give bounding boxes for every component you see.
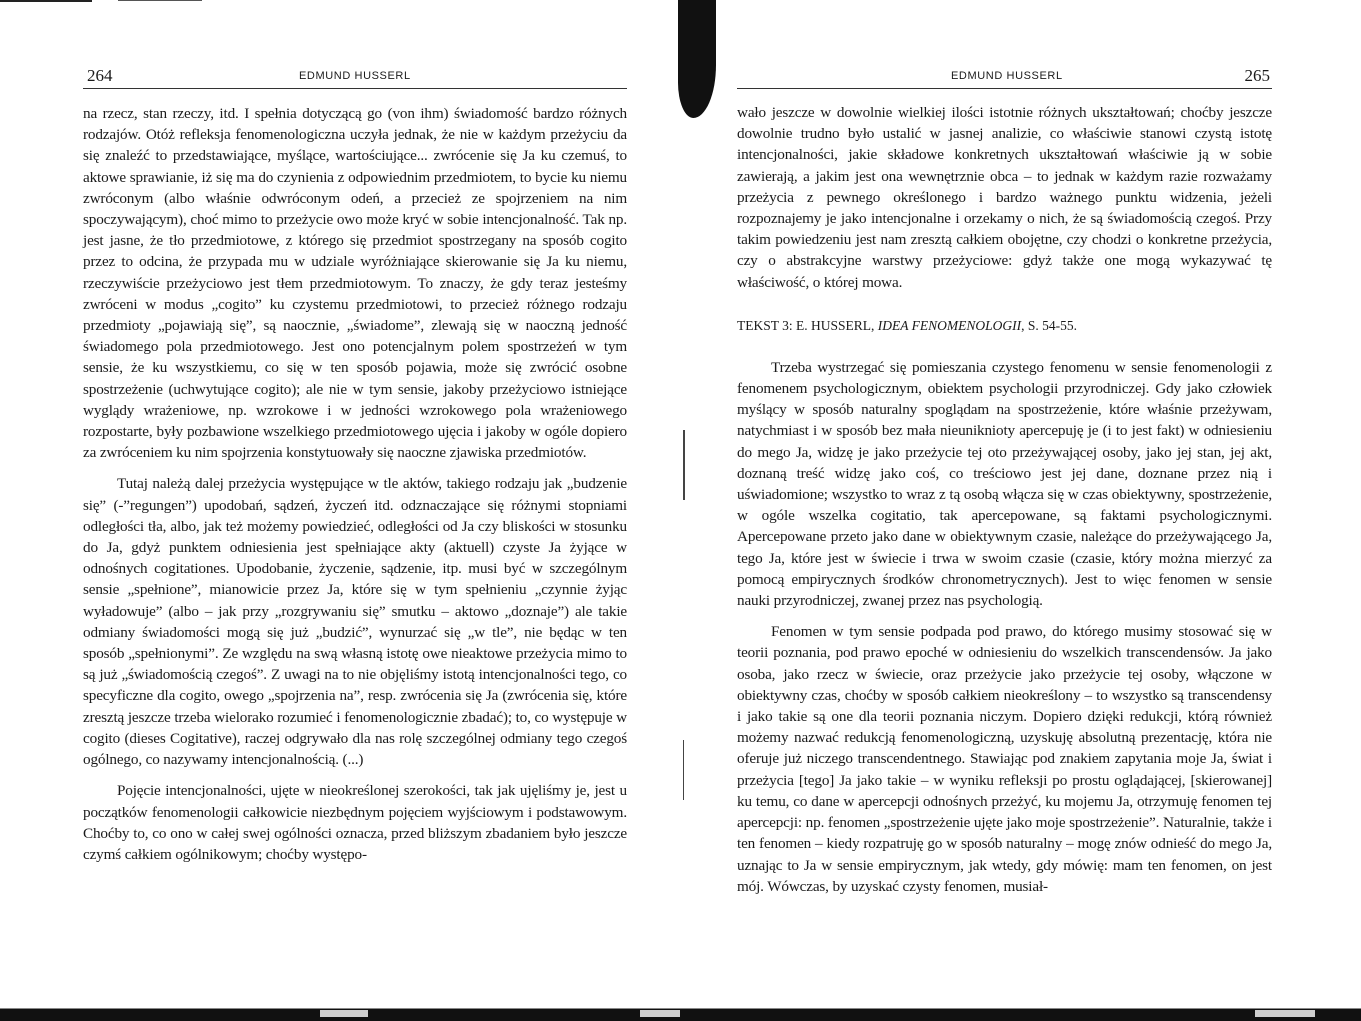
scan-bottom-edge-light [640, 1010, 680, 1017]
gutter-mark [683, 740, 684, 800]
running-head [83, 62, 627, 89]
running-head-title: EDMUND HUSSERL [299, 70, 411, 82]
page-body [83, 103, 627, 865]
page-number: 264 [87, 66, 113, 85]
scan-bottom-edge-light [320, 1010, 368, 1017]
paragraph: Pojęcie intencjonalności, ujęte w nieokreślonej szerokości, tak jak ujęliśmy je, jest u początków fenomenologii całkowicie niezbędnym pojęciem wyjściowym i podstawowym. Choćby to, co ono w całej swej ogólności oznacza, przed bliższym zbadaniem było jeszcze czymś całkiem ogólnikowym; choćby występo- [83, 782, 627, 863]
scan-bottom-edge-light [1255, 1010, 1315, 1017]
scan-edge-line [118, 0, 202, 1]
scan-edge-line [0, 0, 92, 2]
scan-bottom-edge [0, 1004, 1361, 1021]
running-head [737, 62, 1272, 89]
section-heading-prefix: TEKST 3: E. HUSSERL, [737, 317, 878, 333]
paragraph: wało jeszcze w dowolnie wielkiej ilości istotnie różnych ukształtowań; choćby jeszcze dowolnie trudno było ustalić w jasnej analizie, co właściwie stanowi czystą istotę intencjonalności, jakie składowe konkretnych ukształtowań właściwie ją w sobie zawierają, a jakim jest ona wewnętrznie obca – to jednak w każdym razie rozważamy przeżycia z pewnego określonego i bardzo ważnego punktu widzenia, jeżeli rozpoznajemy je jako intencjonalne i orzekamy o nich, że są świadomością czegoś. Przy takim powiedzeniu jest nam zresztą całkiem obojętne, czy chodzi o konkretne przeżycia, czy o abstrakcyjne warstwy przeżyciowe: gdyż także one mogą wykazywać tę właściwość, o której mowa. [737, 104, 1272, 291]
section-heading-title: IDEA FENOMENOLOGII [877, 317, 1022, 333]
section-heading [737, 317, 1272, 335]
page-body [737, 102, 1272, 897]
paragraph: na rzecz, stan rzeczy, itd. I spełnia dotyczącą go (von ihm) świadomość bardzo różnych rodzajów. Otóż refleksja fenomenologiczna uczyła jednak, że nie w każdym przeżyciu da się znaleźć to przedstawiające, myślące, wartościujące... zwrócenie się Ja ku czemuś, to aktowe sprawianie, iż się ma do czynienia z odpowiednim przedmiotem, to bycie ku niemu zwróconym (albo właśnie odwróconym odeń, a przecież ze spojrzeniem na nim spoczywającym), choć mimo to przeżycie owo może kryć w sobie intencjonalność. Tak np. jest jasne, że tło przedmiotowe, z którego się przedmiot spostrzegany na sposób cogito przez to odcina, że przypada mu w udziale wyróżniające skierowanie się Ja ku niemu, rzeczywiście przeżyciowo jest tłem przedmiotowym. To znaczy, że gdy teraz jesteśmy zwróceni w modus „cogito” ku czystemu przedmiotowi, to przecież różnego rodzaju przedmioty „pojawiają się”, są naocznie, „świadome”, zlewają się w naoczną jedność świadomego pola przedmiotowego. Jest ono potencjalnym polem spostrzeżeń w tym sensie, że ku wszystkiemu, co się w ten sposób pojawia, może się zwrócić osobne spostrzeżenie (uchwytujące cogito); ale nie w tym sensie, jakoby przeżyciowo istniejące wyglądy wrażeniowe, np. wzrokowe i w jedności wzrokowego pola wrażeniowego rozpostarte, były pozbawione wszelkiego przedmiotowego ujęcia i jakoby w ogóle dopiero za zwróceniem ku nim spojrzenia konstytuowały się naoczne zjawiska przedmiotów. [83, 105, 627, 462]
gutter-shadow [678, 0, 716, 118]
left-page [83, 62, 627, 865]
section-heading-suffix: , S. 54-55. [1021, 317, 1078, 333]
page-number: 265 [1244, 66, 1270, 85]
right-page [737, 62, 1272, 897]
paragraph: Trzeba wystrzegać się pomieszania czystego fenomenu w sensie fenomenologii z fenomenem psychologicznym, obiektem psychologii przyrodniczej. Gdy jako człowiek myślący w sposób naturalny spoglądam na spostrzeżenie, które właśnie przeżywam, natychmiast i w sposób bez mała nieuniknioty apercepuję je (i to jest fakt) w odniesieniu do mego Ja, widzę je jako przeżycie tej oto przeżywającej osoby, jako jej stan, jej akt, doznaną treść widzę jako coś, co treściowo jest jej dane, doznane przez nią i uświadomione; wszystko to wraz z tą osobą włącza się w czas obiektywny, spostrzeżenie, w ogóle wszelka cogitatio, tak apercepowane, są faktami psychologicznymi. Apercepowane przeto jako dane w obiektywnym czasie, należące do przeżywającego Ja, tego Ja, które jest w świecie i trwa w swoim czasie (czasie, który można mierzyć za pomocą empirycznych środków chronometrycznych). Jest to więc fenomen w sensie nauki przyrodniczej, zwanej przez nas psychologią. [737, 358, 1272, 610]
running-head-title: EDMUND HUSSERL [951, 70, 1063, 82]
paragraph: Fenomen w tym sensie podpada pod prawo, do którego musimy stosować się w teorii poznania, pod prawo epoché w odniesieniu do wszelkich transcendensów. Ja jako osoba, jako rzecz w świecie, oraz przeżycie jako przeżycie tej osoby, włączone w obiektywny czas, choćby w sposób całkiem nieokreślony – to wszystko są transcendensy i jako takie są one dla teorii poznania niczym. Dopiero dzięki redukcji, którą również możemy nazwać redukcją fenomenologiczną, uzyskuję absolutną prezentację, która nie oferuje już niczego transcendentnego. Stawiając pod znakiem zapytania moje Ja, świat i przeżycia [tego] Ja jako takie – w wyniku refleksji po prostu oglądającej, [skierowanej] ku temu, co dane w apercepcji odnośnych przeżyć, ku mojemu Ja, otrzymuję fenomen tej apercepcji: np. fenomen „spostrzeżenie ujęte jako moje spostrzeżenie”. Naturalnie, także i ten fenomen – kiedy rozpatruję go w sposób naturalny – mogę znów odnieść do mego Ja, uznając to Ja w sensie empirycznym, jak wtedy, gdy mówię: mam ten fenomen, on jest mój. Wówczas, by uzyskać czysty fenomen, musiał- [737, 623, 1272, 895]
gutter-mark [683, 430, 685, 500]
paragraph: Tutaj należą dalej przeżycia występujące w tle aktów, takiego rodzaju jak „budzenie się” (-”regungen”) upodobań, sądzeń, życzeń itd. odznaczające się różnymi stopniami odległości tła, albo, jak też możemy powiedzieć, odległości od Ja czy bliskości w stosunku do Ja, gdyż punktem odniesienia jest spełniające akty (aktuell) czyste Ja żyjące w odnośnych cogitationes. Upodobanie, życzenie, sądzenie, itp. musi być w szczególnym sensie „spełnione”, mianowicie przez Ja, które się w tym spełnieniu „czynnie żyjąc wyładowuje” (albo – jak przy „rozgrywaniu się” smutku – aktowo „doznaje”) ale takie odmiany świadomości mogą się już „budzić”, wynurzać się „w tle”, nie będąc w ten sposób „spełnionymi”. Ze względu na swą własną istotę owe nieaktowe przeżycia mimo to są już „świadomością czegoś”. Z uwagi na to nie objęliśmy istotą intencjonalności tego, co specyficzne dla cogito, owego „spojrzenia na”, resp. zwrócenia się Ja (zwrócenia się, które zresztą jeszcze trzeba wielorako rozumieć i fenomenologicznie zbadać); to, co występuje w cogito (dieses Cogitative), raczej odgrywało dla nas rolę szczególnej odmiany tego czegoś ogólnego, co nazywamy intencjonalnością. (...) [83, 475, 627, 769]
